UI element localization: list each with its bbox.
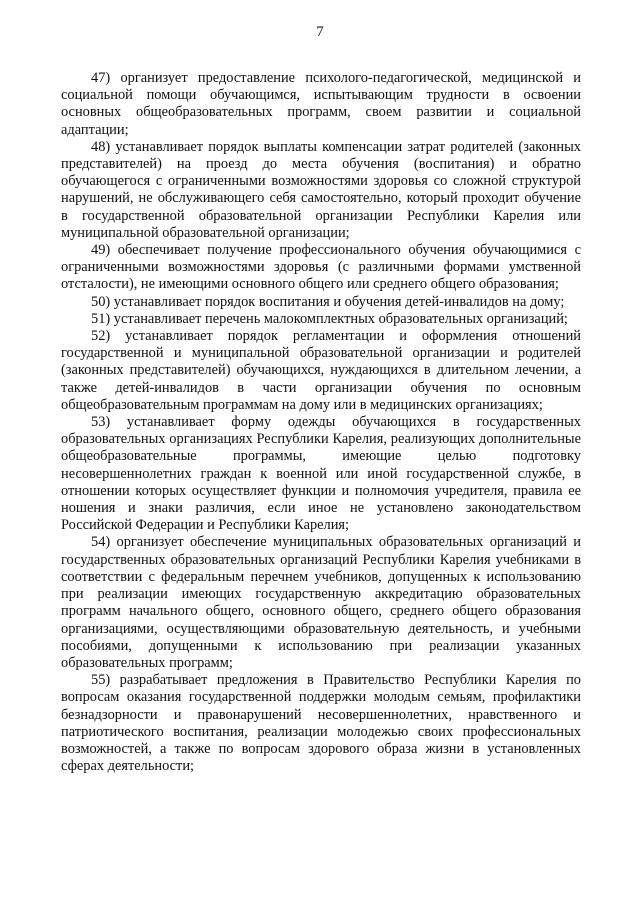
paragraph-49: 49) обеспечивает получение профессионального обучения обучающимися с ограниченными возможностями здоровья (с различными формами умственной отсталости), не имеющими основного общего или среднего общего образования; (61, 242, 581, 293)
paragraph-50: 50) устанавливает порядок воспитания и обучения детей-инвалидов на дому; (91, 293, 565, 310)
paragraph-47: 47) организует предоставление психолого-педагогической, медицинской и социальной помощи обучающимся, испытывающим трудности в освоении основных общеобразовательных программ, своем развитии и социальной адаптации; (61, 70, 581, 138)
paragraph-52: 52) устанавливает порядок регламентации и оформления отношений государственной и муниципальной образовательной организации и родителей (законных представителей) обучающихся, нуждающихся в длительном лечении, а также детей-инвалидов в части организации обучения по основным общеобразовательным программам на дому или в медицинских организациях; (61, 328, 581, 413)
paragraph-55: 55) разрабатывает предложения в Правительство Республики Карелия по вопросам оказания государственной поддержки молодым семьям, профилактики безнадзорности и правонарушений несовершеннолетних, нравственного и патриотического воспитания, реализации молодежью своих профессиональных возможностей, а также по вопросам здорового образа жизни в установленных сферах деятельности; (61, 672, 581, 775)
document-body (61, 70, 581, 775)
paragraph-48: 48) устанавливает порядок выплаты компенсации затрат родителей (законных представителей) на проезд до места обучения (воспитания) и обратно обучающегося с ограниченными возможностями здоровья со сложной структурой нарушений, не обслуживающего себя самостоятельно, который проходит обучение в государственной образовательной организации Республики Карелия или муниципальной образовательной организации; (61, 138, 581, 241)
paragraph-51: 51) устанавливает перечень малокомплектных образовательных организаций; (91, 310, 568, 327)
paragraph-53: 53) устанавливает форму одежды обучающихся в государственных образовательных организациях Республики Карелия, реализующих дополнительные общеобразовательные программы, имеющие целью подготовку несовершеннолетних граждан к военной или иной государственной службе, в отношении которых осуществляет функции и полномочия учредителя, правила ее ношения и знаки различия, если иное не установлено законодательством Российской Федерации и Республики Карелия; (61, 414, 581, 534)
page-number: 7 (316, 24, 324, 40)
paragraph-54: 54) организует обеспечение муниципальных образовательных организаций и государственных образовательных организаций Республики Карелия учебниками в соответствии с федеральным перечнем учебников, допущенных к использованию при реализации имеющих государственную аккредитацию образовательных программ начального общего, основного общего, среднего общего образования организациями, осуществляющими образовательную деятельность, и учебными пособиями, допущенными к использованию при реализации указанных образовательных программ; (61, 534, 581, 671)
